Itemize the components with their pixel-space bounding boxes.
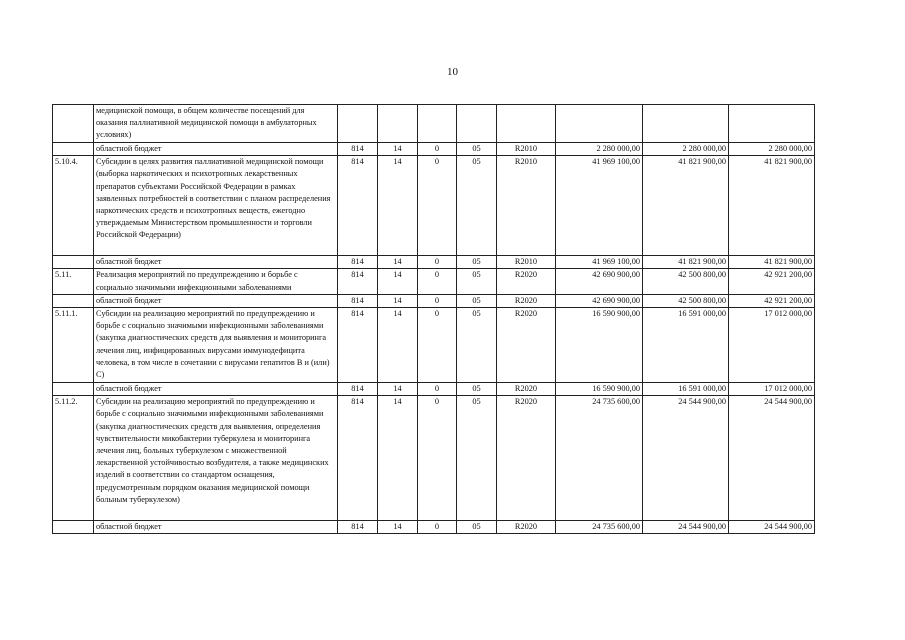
cell-program-code: 05 (457, 269, 497, 294)
cell-amount-year3: 42 921 200,00 (729, 294, 815, 307)
cell-number (53, 105, 94, 143)
cell-subsection-code: 0 (418, 256, 457, 269)
table-row-regional-budget (53, 143, 815, 156)
cell-amount-year2: 42 500 800,00 (643, 294, 729, 307)
cell-description: областной бюджет (94, 143, 338, 156)
cell-section-code: 14 (378, 396, 418, 521)
cell-program-code: 05 (457, 521, 497, 534)
cell-amount-year3: 24 544 900,00 (729, 521, 815, 534)
cell-amount-year3: 17 012 000,00 (729, 383, 815, 396)
cell-amount-year1: 24 735 600,00 (556, 521, 643, 534)
cell-amount-year2: 16 591 000,00 (643, 308, 729, 383)
cell-program-code: 05 (457, 256, 497, 269)
cell-target-code: R2010 (497, 256, 556, 269)
cell-number (53, 143, 94, 156)
cell-program-code: 05 (457, 156, 497, 256)
cell-amount-year3: 41 821 900,00 (729, 156, 815, 256)
cell-description: областной бюджет (94, 294, 338, 307)
cell-number (53, 256, 94, 269)
cell-amount-year3 (729, 105, 815, 143)
cell-target-code: R2020 (497, 269, 556, 294)
cell-number: 5.11.2. (53, 396, 94, 521)
cell-description: Субсидии на реализацию мероприятий по предупреждению и борьбе с социально значимыми инфекционными заболеваниями (закупка диагностических средств для выявления и мониторинга лечения лиц, инфицированных вирусами иммунодефицита человека, в том числе в сочетании с вирусами гепатитов B и (или) C) (94, 308, 338, 383)
table-row-regional-budget (53, 521, 815, 534)
table-row (53, 269, 815, 294)
cell-amount-year1: 16 590 900,00 (556, 308, 643, 383)
cell-subsection-code: 0 (418, 396, 457, 521)
cell-amount-year1: 42 690 900,00 (556, 294, 643, 307)
cell-program-code: 05 (457, 294, 497, 307)
cell-amount-year1: 16 590 900,00 (556, 383, 643, 396)
table-row-regional-budget (53, 294, 815, 307)
cell-amount-year2: 42 500 800,00 (643, 269, 729, 294)
table-row (53, 308, 815, 383)
cell-number: 5.10.4. (53, 156, 94, 256)
cell-amount-year2: 41 821 900,00 (643, 156, 729, 256)
cell-target-code: R2020 (497, 521, 556, 534)
table-body (53, 105, 815, 534)
cell-subsection-code: 0 (418, 383, 457, 396)
cell-subsection-code: 0 (418, 156, 457, 256)
cell-section-code (378, 105, 418, 143)
cell-ministry-code: 814 (338, 308, 378, 383)
cell-ministry-code: 814 (338, 383, 378, 396)
cell-subsection-code: 0 (418, 521, 457, 534)
cell-section-code: 14 (378, 256, 418, 269)
cell-amount-year2 (643, 105, 729, 143)
cell-number (53, 521, 94, 534)
cell-amount-year3: 42 921 200,00 (729, 269, 815, 294)
cell-number (53, 383, 94, 396)
cell-subsection-code: 0 (418, 294, 457, 307)
cell-description: Реализация мероприятий по предупреждению и борьбе с социально значимыми инфекционными заболеваниями (94, 269, 338, 294)
cell-section-code: 14 (378, 156, 418, 256)
cell-amount-year1: 41 969 100,00 (556, 256, 643, 269)
cell-section-code: 14 (378, 143, 418, 156)
cell-program-code: 05 (457, 308, 497, 383)
cell-amount-year2: 41 821 900,00 (643, 256, 729, 269)
cell-number: 5.11.1. (53, 308, 94, 383)
cell-ministry-code: 814 (338, 256, 378, 269)
cell-description: областной бюджет (94, 521, 338, 534)
cell-amount-year2: 24 544 900,00 (643, 396, 729, 521)
cell-program-code (457, 105, 497, 143)
cell-amount-year3: 24 544 900,00 (729, 396, 815, 521)
cell-ministry-code: 814 (338, 521, 378, 534)
page-number: 10 (447, 66, 458, 78)
cell-amount-year2: 16 591 000,00 (643, 383, 729, 396)
cell-ministry-code: 814 (338, 156, 378, 256)
cell-ministry-code: 814 (338, 269, 378, 294)
cell-amount-year2: 2 280 000,00 (643, 143, 729, 156)
table-row-regional-budget (53, 383, 815, 396)
cell-amount-year3: 2 280 000,00 (729, 143, 815, 156)
cell-subsection-code: 0 (418, 269, 457, 294)
cell-target-code: R2010 (497, 156, 556, 256)
cell-ministry-code: 814 (338, 396, 378, 521)
cell-target-code: R2020 (497, 383, 556, 396)
cell-number (53, 294, 94, 307)
cell-description: областной бюджет (94, 256, 338, 269)
table-row (53, 105, 815, 143)
cell-description: медицинской помощи, в общем количестве посещений для оказания паллиативной медицинской помощи в амбулаторных условиях) (94, 105, 338, 143)
cell-amount-year1 (556, 105, 643, 143)
cell-subsection-code: 0 (418, 308, 457, 383)
cell-ministry-code (338, 105, 378, 143)
cell-amount-year1: 24 735 600,00 (556, 396, 643, 521)
cell-target-code: R2020 (497, 396, 556, 521)
cell-description: Субсидии в целях развития паллиативной медицинской помощи (выборка наркотических и психотропных лекарственных препаратов субъектами Российской Федерации в рамках заявленных потребностей в соответствии с планом распределения наркотических средств и психотропных веществ, ежегодно утверждаемым Министерством промышленности и торговли Российской Федерации) (94, 156, 338, 256)
cell-target-code: R2010 (497, 143, 556, 156)
cell-program-code: 05 (457, 143, 497, 156)
cell-description: областной бюджет (94, 383, 338, 396)
cell-target-code (497, 105, 556, 143)
budget-table (52, 104, 815, 534)
cell-section-code: 14 (378, 383, 418, 396)
cell-section-code: 14 (378, 308, 418, 383)
cell-amount-year1: 41 969 100,00 (556, 156, 643, 256)
cell-amount-year2: 24 544 900,00 (643, 521, 729, 534)
cell-section-code: 14 (378, 269, 418, 294)
table-row (53, 156, 815, 256)
cell-amount-year1: 42 690 900,00 (556, 269, 643, 294)
cell-amount-year3: 17 012 000,00 (729, 308, 815, 383)
table-row (53, 396, 815, 521)
cell-section-code: 14 (378, 294, 418, 307)
cell-ministry-code: 814 (338, 294, 378, 307)
cell-program-code: 05 (457, 383, 497, 396)
cell-description: Субсидии на реализацию мероприятий по предупреждению и борьбе с социально значимыми инфекционными заболеваниями (закупка диагностических средств для выявления, определения чувствительности микобактерии туберкулеза и мониторинга лечения лиц, больных туберкулезом с множественной лекарственной устойчивостью возбудителя, а также медицинских изделий в соответствии со стандартом оснащения, предусмотренным порядком оказания медицинской помощи больным туберкулезом) (94, 396, 338, 521)
cell-section-code: 14 (378, 521, 418, 534)
cell-number: 5.11. (53, 269, 94, 294)
cell-target-code: R2020 (497, 294, 556, 307)
cell-subsection-code (418, 105, 457, 143)
cell-target-code: R2020 (497, 308, 556, 383)
table-row-regional-budget (53, 256, 815, 269)
cell-amount-year3: 41 821 900,00 (729, 256, 815, 269)
cell-subsection-code: 0 (418, 143, 457, 156)
cell-program-code: 05 (457, 396, 497, 521)
cell-ministry-code: 814 (338, 143, 378, 156)
cell-amount-year1: 2 280 000,00 (556, 143, 643, 156)
